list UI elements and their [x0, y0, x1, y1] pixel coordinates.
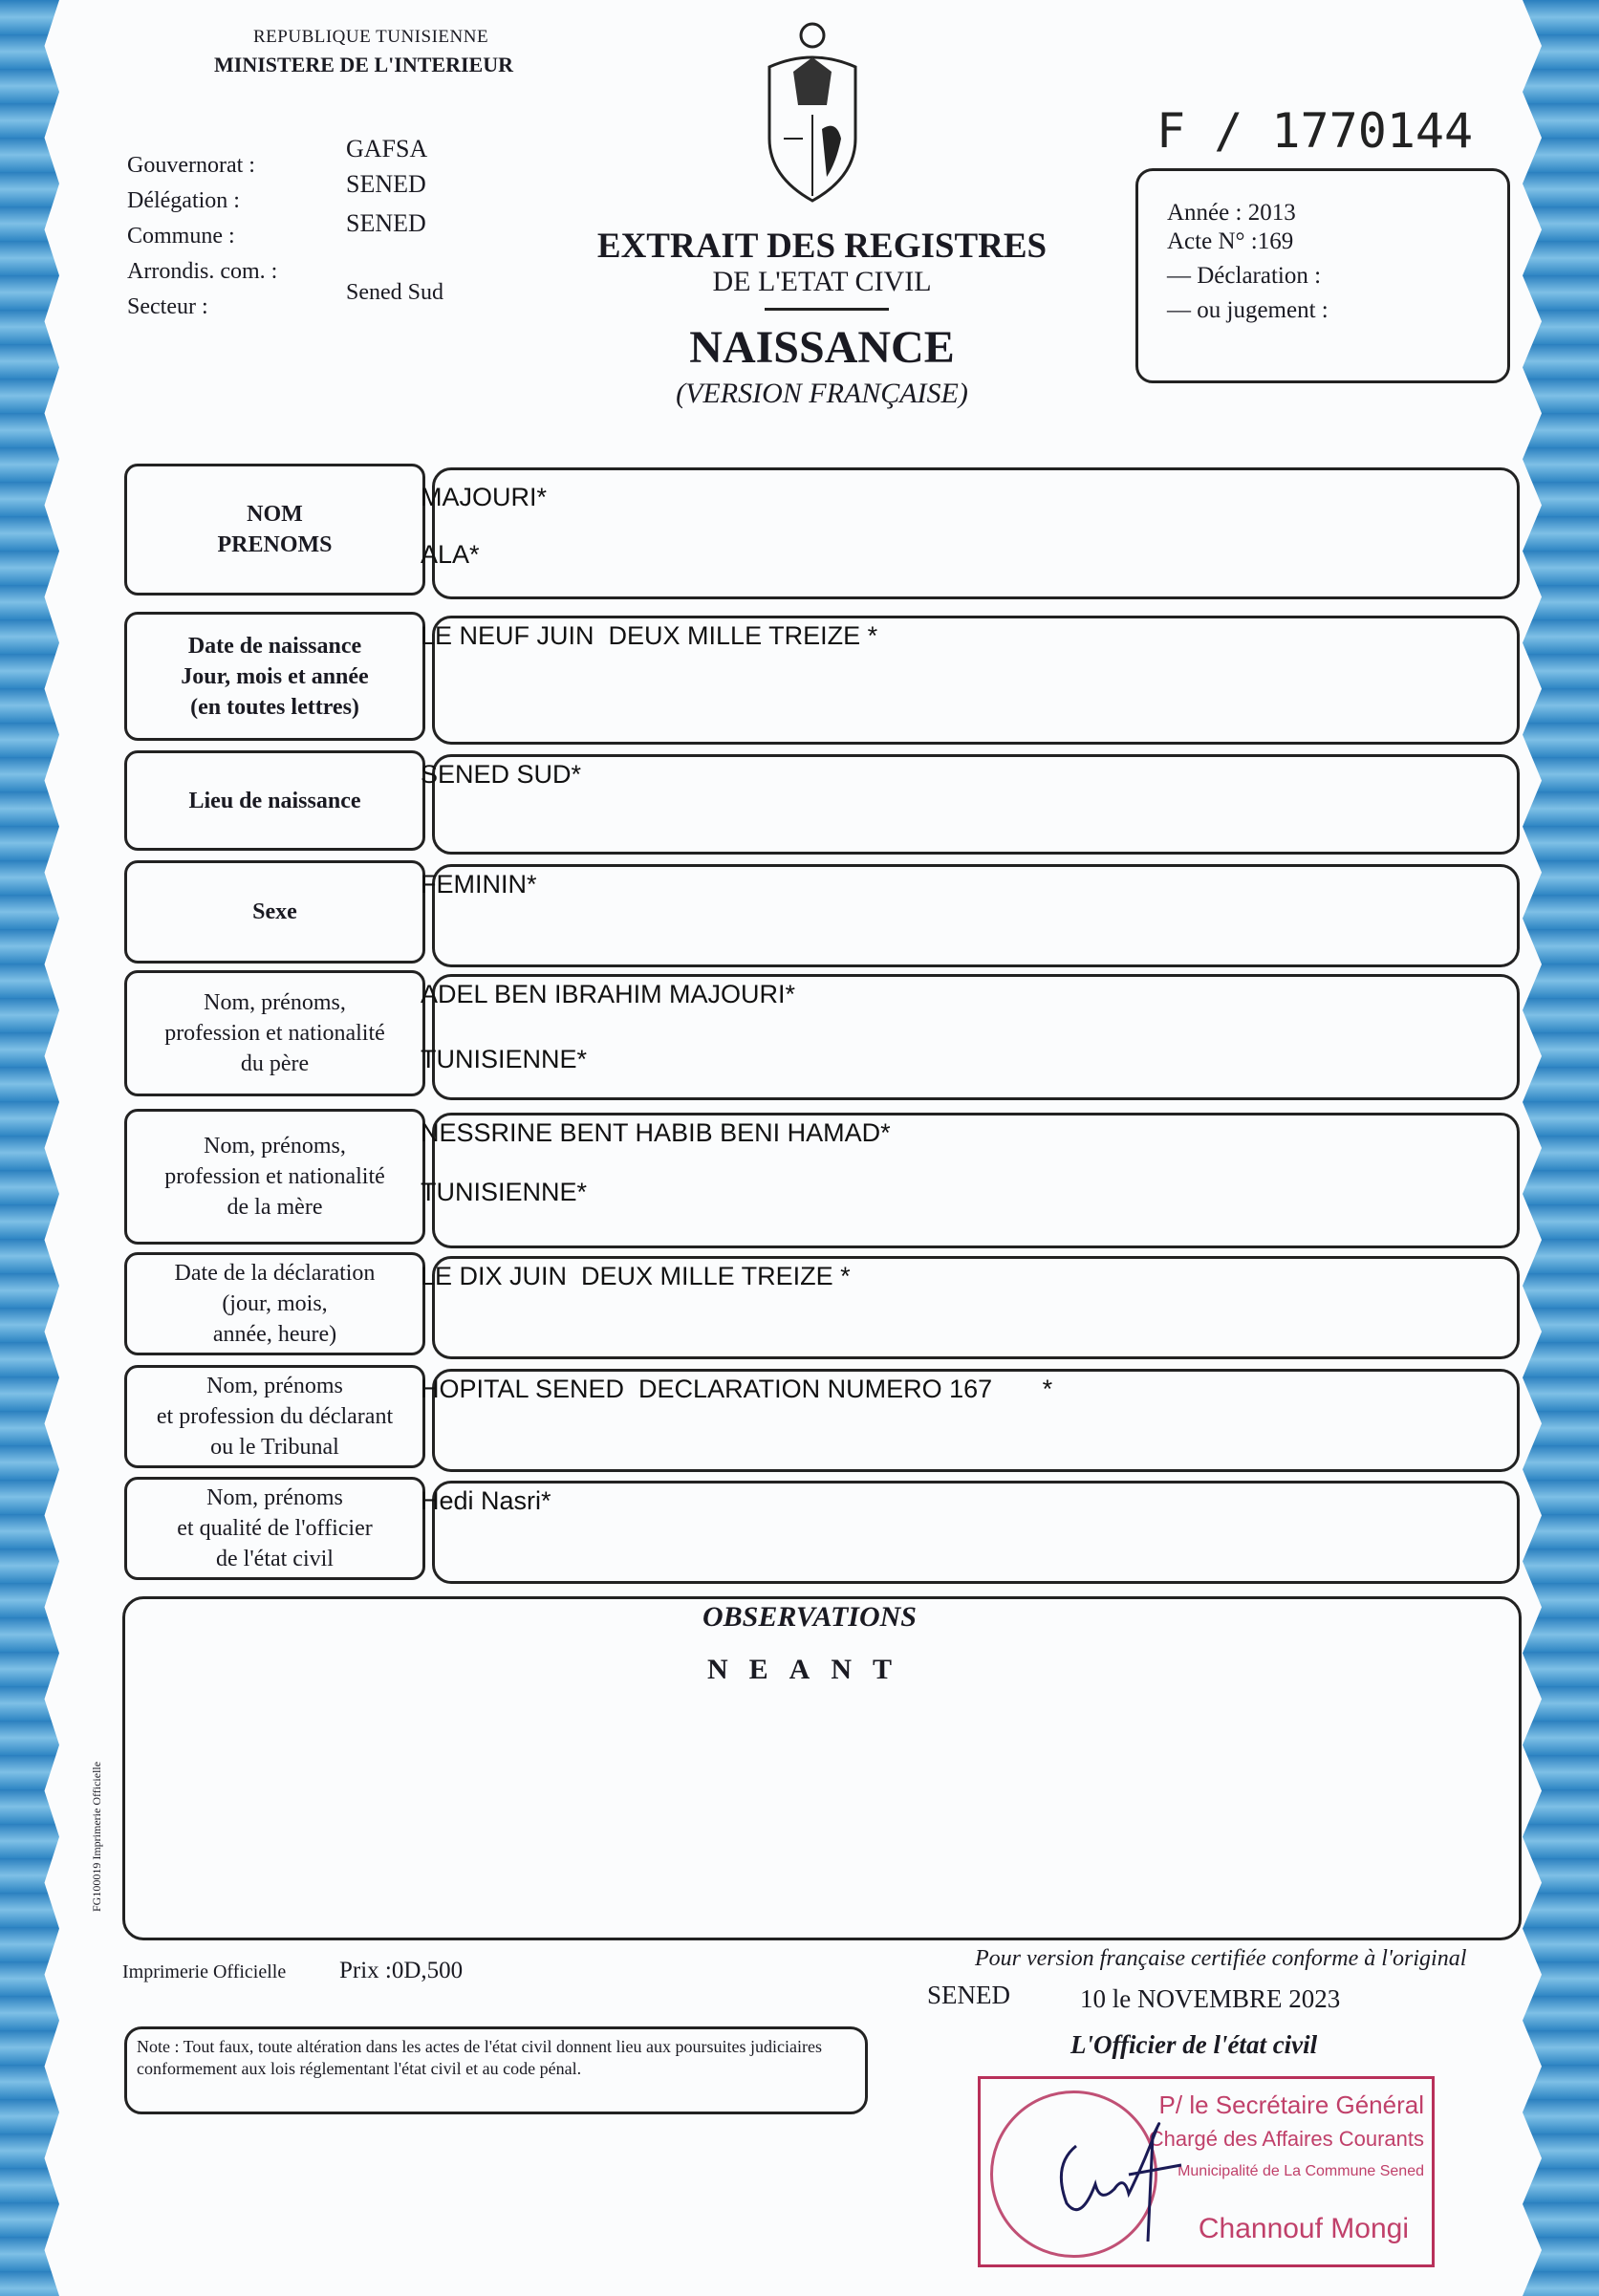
declaration-label: — Déclaration :	[1167, 263, 1322, 289]
row-label-line: et qualité de l'officier	[177, 1516, 373, 1541]
observations-value: NEANT	[707, 1654, 914, 1685]
row-value: MAJOURI*	[421, 483, 548, 511]
coat-of-arms-icon	[760, 14, 865, 206]
registry-row	[124, 612, 1520, 741]
imprimerie-label: Imprimerie Officielle	[122, 1961, 287, 1982]
row-label-line: Date de naissance	[187, 633, 362, 659]
row-label-line: Date de la déclaration	[174, 1261, 376, 1286]
gouvernorat-label: Gouvernorat :	[127, 153, 255, 178]
commune-label: Commune :	[127, 224, 235, 249]
officer-title: L'Officier de l'état civil	[1070, 2030, 1318, 2059]
observations-title: OBSERVATIONS	[702, 1601, 917, 1633]
row-label	[124, 1365, 425, 1468]
row-label-line: Nom, prénoms	[206, 1374, 343, 1398]
secteur-value: Sened Sud	[346, 280, 443, 305]
admin-labels	[127, 148, 277, 325]
registry-row	[124, 970, 1520, 1096]
row-value-box	[432, 864, 1520, 967]
row-value-box	[432, 467, 1520, 599]
row-value: TUNISIENNE*	[421, 1045, 588, 1073]
price-label: Prix :0D,500	[339, 1958, 464, 1983]
row-value: ADEL BEN IBRAHIM MAJOURI*	[421, 980, 796, 1008]
acte-value: 169	[1257, 228, 1294, 254]
official-stamp	[978, 2076, 1435, 2267]
doc-title: EXTRAIT DES REGISTRES	[596, 227, 1048, 266]
row-value-box	[432, 1481, 1520, 1584]
row-label-line: Nom, prénoms,	[204, 990, 346, 1015]
decorative-border-right	[1523, 0, 1599, 2296]
registry-row	[124, 1477, 1520, 1580]
registry-row	[124, 1109, 1520, 1245]
serial-number: F / 1770144	[1156, 103, 1474, 159]
row-label-line: (jour, mois,	[222, 1291, 328, 1316]
row-label	[124, 860, 425, 964]
row-label	[124, 750, 425, 851]
stamp-line-2: Chargé des Affaires Courants	[1148, 2127, 1424, 2151]
registry-row	[124, 750, 1520, 851]
annee-label: Année :	[1167, 200, 1242, 226]
row-value: Hedi Nasri*	[421, 1486, 551, 1515]
secteur-label: Secteur :	[127, 294, 208, 319]
row-label-line: ou le Tribunal	[210, 1435, 339, 1460]
admin-values	[346, 129, 443, 313]
row-label	[124, 1477, 425, 1580]
row-value: LE DIX JUIN DEUX MILLE TREIZE *	[421, 1262, 851, 1290]
row-label-line: NOM	[247, 502, 303, 527]
arrondissement-label: Arrondis. com. :	[127, 259, 278, 284]
observations-box	[122, 1596, 1522, 1940]
ministry-label: MINISTERE DE L'INTERIEUR	[214, 53, 513, 76]
acte-box	[1135, 168, 1510, 383]
row-label-line: (en toutes lettres)	[190, 694, 359, 720]
row-label-line: de la mère	[227, 1195, 323, 1220]
row-label-line: Lieu de naissance	[188, 788, 361, 813]
registry-row	[124, 1252, 1520, 1355]
annee-value: 2013	[1247, 200, 1296, 226]
doc-subtitle: DE L'ETAT CIVIL	[712, 266, 932, 297]
row-label-line: profession et nationalité	[164, 1021, 385, 1046]
row-label-line: Nom, prénoms	[206, 1485, 343, 1510]
republic-label: REPUBLIQUE TUNISIENNE	[253, 27, 489, 47]
row-label	[124, 1252, 425, 1355]
issue-place: SENED	[927, 1981, 1010, 2009]
legal-note: Note : Tout faux, toute altération dans les actes de l'état civil donnent lieu aux poursuites judiciaires conformement aux lois réglementant l'état civil et au code pénal.	[124, 2026, 868, 2114]
row-value: ALA*	[421, 540, 480, 569]
stamp-line-3: Municipalité de La Commune Sened	[1178, 2163, 1424, 2179]
row-label	[124, 612, 425, 741]
row-label	[124, 1109, 425, 1245]
certification-text: Pour version française certifiée conforme à l'original	[975, 1946, 1467, 1971]
stamp-line-1: P/ le Secrétaire Général	[1158, 2090, 1424, 2119]
delegation-label: Délégation :	[127, 188, 240, 213]
jugement-label: — ou jugement :	[1167, 297, 1329, 323]
row-label-line: Sexe	[252, 899, 297, 924]
row-label-line: Jour, mois et année	[181, 663, 369, 689]
row-label	[124, 970, 425, 1096]
commune-value: SENED	[346, 209, 426, 237]
row-value: HOPITAL SENED DECLARATION NUMERO 167 *	[421, 1375, 1053, 1403]
registry-row	[124, 860, 1520, 964]
row-value: SENED SUD*	[421, 760, 582, 789]
row-label-line: année, heure)	[212, 1322, 337, 1347]
signature-icon	[1048, 2108, 1191, 2242]
row-value: FEMININ*	[421, 870, 537, 899]
gouvernorat-value: GAFSA	[346, 135, 428, 162]
side-print-code: FG100019 Imprimerie Officielle	[90, 1761, 103, 1912]
row-value: LE NEUF JUIN DEUX MILLE TREIZE *	[421, 621, 878, 650]
row-label-line: de l'état civil	[216, 1547, 334, 1571]
row-value: TUNISIENNE*	[421, 1178, 588, 1206]
row-label-line: PRENOMS	[217, 532, 333, 557]
row-label-line: Nom, prénoms,	[204, 1134, 346, 1159]
row-label-line: et profession du déclarant	[156, 1404, 394, 1429]
doc-type: NAISSANCE	[689, 322, 955, 373]
registry-row	[124, 464, 1520, 596]
row-label	[124, 464, 425, 596]
row-value: NESSRINE BENT HABIB BENI HAMAD*	[421, 1118, 891, 1147]
delegation-value: SENED	[346, 170, 426, 198]
title-divider	[765, 308, 889, 311]
issue-date: 10 le NOVEMBRE 2023	[1080, 1984, 1341, 2013]
acte-label: Acte N° :	[1167, 228, 1258, 254]
row-label-line: profession et nationalité	[164, 1164, 385, 1189]
row-label-line: du père	[240, 1051, 310, 1076]
stamp-line-4: Channouf Mongi	[1198, 2213, 1409, 2244]
registry-row	[124, 1365, 1520, 1468]
row-value-box	[432, 754, 1520, 855]
doc-version: (VERSION FRANÇAISE)	[676, 378, 968, 409]
decorative-border-left	[0, 0, 59, 2296]
